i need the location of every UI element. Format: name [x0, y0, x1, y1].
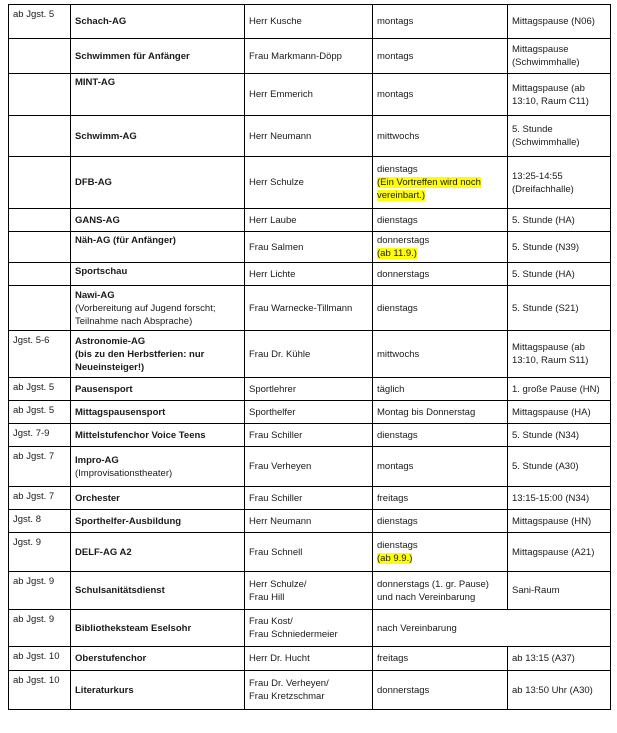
time-place: Mittagspause (HA): [512, 406, 591, 418]
day-line: (ab 11.9.): [377, 248, 417, 259]
grade-cell: ab Jgst. 5: [9, 5, 71, 39]
time-place-cell: [508, 510, 611, 533]
day-cell: [373, 209, 508, 232]
day-line: freitags: [377, 492, 409, 504]
day-note-highlighted: [377, 552, 503, 565]
teacher-name: Frau Schiller: [249, 429, 303, 441]
ag-name: MINT-AG: [75, 77, 116, 88]
teacher-name: Herr Schulze: [249, 177, 304, 188]
time-place-cell: [508, 447, 611, 487]
table-row: [9, 286, 611, 331]
time-place: (Dreifachhalle): [512, 183, 574, 195]
ag-name: Literaturkurs: [75, 684, 134, 696]
ag-name-cell: [71, 610, 245, 647]
teacher-name: Frau Schnell: [249, 546, 303, 558]
day-text: [377, 591, 503, 604]
teacher-cell: [245, 610, 373, 647]
table-row: [9, 39, 611, 74]
ag-name: GANS-AG: [75, 214, 120, 226]
ag-name-cell: [71, 232, 245, 263]
day-line: mittwochs: [377, 130, 420, 142]
time-place-cell: [508, 232, 611, 263]
ag-name-cell: [71, 5, 245, 39]
day-cell: [373, 424, 508, 447]
ag-name-cell: [71, 286, 245, 331]
teacher-cell: [245, 401, 373, 424]
day-line: montags: [377, 16, 414, 27]
time-place-cell: [508, 116, 611, 157]
day-text: [377, 348, 503, 361]
teacher-name: Frau Hill: [249, 591, 285, 603]
table-row: [9, 671, 611, 710]
ag-name-cell: [71, 647, 245, 671]
day-note-highlighted: [377, 189, 503, 202]
teacher-cell: [245, 447, 373, 487]
teacher-cell: [245, 533, 373, 572]
ag-name: Oberstufenchor: [75, 653, 147, 664]
table-row: [9, 533, 611, 572]
teacher-name: Sporthelfer: [249, 406, 296, 418]
time-place: Mittagspause (ab: [512, 342, 585, 353]
teacher-cell: [245, 263, 373, 286]
table-row: [9, 157, 611, 209]
day-line: und nach Vereinbarung: [377, 591, 476, 603]
day-cell: [373, 647, 508, 671]
teacher-cell: [245, 209, 373, 232]
day-cell: [373, 39, 508, 74]
teacher-cell: [245, 157, 373, 209]
ag-name-cell: [71, 424, 245, 447]
ag-name-cell: [71, 116, 245, 157]
ag-name: Nawi-AG: [75, 289, 115, 301]
ag-name-cell: [71, 671, 245, 710]
day-text: [377, 15, 503, 28]
ag-name: Mittagspausensport: [75, 406, 166, 418]
day-text: [377, 652, 503, 665]
ag-name: Bibliotheksteam Eselsohr: [75, 622, 192, 634]
time-place-cell: [508, 209, 611, 232]
table-row: [9, 263, 611, 286]
ag-description: (Vorbereitung auf Jugend forscht;: [75, 302, 216, 314]
grade-cell: [9, 286, 71, 331]
ag-name: DELF-AG A2: [75, 546, 132, 558]
day-text: [377, 50, 503, 63]
ag-name-cell: [71, 447, 245, 487]
time-place: 5. Stunde (HA): [512, 268, 575, 280]
day-line: dienstags: [377, 302, 418, 314]
teacher-cell: [245, 5, 373, 39]
time-place: 5. Stunde (S21): [512, 302, 579, 314]
time-place: 5. Stunde: [512, 124, 553, 135]
table-row: [9, 209, 611, 232]
day-line: freitags: [377, 653, 409, 664]
teacher-name: Frau Markmann-Döpp: [249, 50, 342, 62]
ag-name-note: Neueinsteiger!): [75, 361, 145, 373]
time-place: 1. große Pause (HN): [512, 383, 600, 395]
day-cell: [373, 533, 508, 572]
ag-description: (Improvisationstheater): [75, 467, 173, 479]
table-row: [9, 487, 611, 510]
day-cell: [373, 5, 508, 39]
time-place: Mittagspause: [512, 44, 569, 55]
day-text: [377, 406, 503, 419]
teacher-name: Herr Laube: [249, 214, 297, 226]
day-text: [377, 460, 503, 473]
time-place: 5. Stunde (A30): [512, 461, 579, 472]
time-place: 5. Stunde (N34): [512, 429, 580, 441]
teacher-name: Frau Warnecke-Tillmann: [249, 302, 353, 314]
table-row: [9, 331, 611, 378]
day-cell: [373, 116, 508, 157]
day-text: [377, 429, 503, 442]
time-place: 13:10, Raum S11): [512, 355, 589, 366]
teacher-name: Herr Neumann: [249, 130, 312, 142]
grade-cell: ab Jgst. 5: [9, 378, 71, 401]
ag-table: [8, 4, 611, 710]
teacher-name: Herr Neumann: [249, 515, 312, 527]
time-place: 13:10, Raum C11): [512, 95, 589, 107]
day-cell: [373, 232, 508, 263]
ag-name: Schwimm-AG: [75, 130, 137, 142]
day-cell: [373, 487, 508, 510]
day-text: [377, 130, 503, 143]
day-text: [377, 214, 503, 227]
teacher-cell: [245, 671, 373, 710]
time-place: ab 13:15 (A37): [512, 653, 575, 664]
day-text: [377, 383, 503, 396]
day-line: donnerstags (1. gr. Pause): [377, 578, 489, 590]
teacher-name: Frau Dr. Kühle: [249, 348, 311, 360]
time-place-cell: [508, 647, 611, 671]
day-line: mittwochs: [377, 348, 420, 360]
time-place: 5. Stunde (N39): [512, 241, 580, 253]
day-cell: [373, 331, 508, 378]
teacher-cell: [245, 116, 373, 157]
time-place: ab 13:50 Uhr (A30): [512, 684, 593, 696]
day-cell: [373, 610, 611, 647]
ag-name-cell: [71, 487, 245, 510]
teacher-cell: [245, 487, 373, 510]
grade-cell: ab Jgst. 5: [9, 401, 71, 424]
teacher-name: Frau Verheyen: [249, 461, 312, 472]
teacher-cell: [245, 331, 373, 378]
day-cell: [373, 447, 508, 487]
grade-cell: Jgst. 9: [9, 533, 71, 572]
grade-cell: ab Jgst. 7: [9, 487, 71, 510]
time-place-cell: [508, 5, 611, 39]
teacher-name: Sportlehrer: [249, 383, 296, 395]
day-line: dienstags: [377, 429, 418, 441]
day-line: donnerstags: [377, 268, 430, 280]
table-row: [9, 232, 611, 263]
time-place-cell: [508, 572, 611, 610]
teacher-cell: [245, 232, 373, 263]
ag-name-cell: [71, 533, 245, 572]
teacher-cell: [245, 286, 373, 331]
table-row: [9, 401, 611, 424]
day-cell: [373, 671, 508, 710]
day-text: [377, 539, 503, 552]
teacher-name: Frau Kretzschmar: [249, 691, 325, 702]
time-place-cell: [508, 378, 611, 401]
time-place: (Schwimmhalle): [512, 137, 580, 148]
grade-cell: Jgst. 5-6: [9, 331, 71, 378]
teacher-cell: [245, 572, 373, 610]
time-place: 13:25-14:55: [512, 170, 563, 182]
grade-cell: Jgst. 7-9: [9, 424, 71, 447]
day-text: [377, 622, 606, 635]
teacher-name: Frau Schiller: [249, 492, 303, 504]
ag-name-cell: [71, 263, 245, 286]
ag-name: Impro-AG: [75, 454, 119, 466]
ag-table-body: [9, 5, 611, 710]
ag-name-cell: [71, 74, 245, 116]
day-line: montags: [377, 89, 414, 100]
ag-name-cell: [71, 39, 245, 74]
teacher-name: Herr Dr. Hucht: [249, 653, 310, 664]
table-row: [9, 510, 611, 533]
day-line: täglich: [377, 383, 405, 395]
teacher-name: Frau Dr. Verheyen/: [249, 678, 329, 689]
ag-description: Teilnahme nach Absprache): [75, 315, 193, 327]
ag-name: DFB-AG: [75, 177, 112, 188]
ag-name-note: (bis zu den Herbstferien: nur: [75, 348, 205, 360]
grade-cell: [9, 209, 71, 232]
grade-cell: [9, 263, 71, 286]
grade-cell: ab Jgst. 10: [9, 647, 71, 671]
time-place-cell: [508, 533, 611, 572]
teacher-name: Frau Salmen: [249, 241, 304, 253]
day-text: [377, 268, 503, 281]
grade-cell: ab Jgst. 9: [9, 610, 71, 647]
day-line: Montag bis Donnerstag: [377, 406, 476, 418]
day-line: (ab 9.9.): [377, 553, 413, 564]
day-text: [377, 88, 503, 101]
time-place: Mittagspause (HN): [512, 515, 592, 527]
time-place-cell: [508, 671, 611, 710]
ag-name: Schach-AG: [75, 16, 127, 27]
day-line: dienstags: [377, 540, 418, 551]
ag-name-cell: [71, 157, 245, 209]
teacher-name: Herr Schulze/: [249, 578, 307, 590]
ag-name: Schwimmen für Anfänger: [75, 50, 190, 62]
day-cell: [373, 263, 508, 286]
table-row: [9, 572, 611, 610]
ag-name-cell: [71, 378, 245, 401]
grade-cell: [9, 74, 71, 116]
time-place-cell: [508, 157, 611, 209]
day-text: [377, 234, 503, 247]
ag-name-cell: [71, 572, 245, 610]
teacher-name: Frau Schniedermeier: [249, 629, 338, 640]
teacher-name: Frau Kost/: [249, 616, 293, 627]
time-place: 13:15-15:00 (N34): [512, 492, 590, 504]
day-cell: [373, 572, 508, 610]
time-place-cell: [508, 263, 611, 286]
day-line: dienstags: [377, 164, 418, 175]
teacher-cell: [245, 647, 373, 671]
time-place-cell: [508, 401, 611, 424]
day-line: dienstags: [377, 214, 418, 226]
grade-cell: [9, 157, 71, 209]
day-line: montags: [377, 50, 414, 62]
day-cell: [373, 510, 508, 533]
teacher-name: Herr Lichte: [249, 268, 296, 280]
day-text: [377, 163, 503, 176]
time-place-cell: [508, 39, 611, 74]
teacher-cell: [245, 424, 373, 447]
ag-name-cell: [71, 401, 245, 424]
time-place-cell: [508, 424, 611, 447]
day-note-highlighted: [377, 247, 503, 260]
ag-name-cell: [71, 209, 245, 232]
table-row: [9, 647, 611, 671]
ag-name: Schulsanitätsdienst: [75, 585, 165, 596]
ag-name-cell: [71, 331, 245, 378]
day-cell: [373, 401, 508, 424]
day-cell: [373, 286, 508, 331]
ag-name: Näh-AG (für Anfänger): [75, 235, 176, 246]
table-row: [9, 424, 611, 447]
time-place-cell: [508, 74, 611, 116]
teacher-cell: [245, 378, 373, 401]
ag-name: Astronomie-AG: [75, 335, 146, 347]
grade-cell: ab Jgst. 9: [9, 572, 71, 610]
teacher-cell: [245, 74, 373, 116]
ag-name-cell: [71, 510, 245, 533]
ag-name: Orchester: [75, 492, 120, 504]
day-text: [377, 302, 503, 315]
teacher-cell: [245, 39, 373, 74]
teacher-cell: [245, 510, 373, 533]
ag-name: Sporthelfer-Ausbildung: [75, 515, 182, 527]
day-line: vereinbart.): [377, 190, 426, 201]
teacher-name: Herr Kusche: [249, 16, 302, 27]
day-text: [377, 515, 503, 528]
day-line: nach Vereinbarung: [377, 622, 457, 634]
day-text: [377, 492, 503, 505]
day-line: dienstags: [377, 515, 418, 527]
day-cell: [373, 74, 508, 116]
time-place: Mittagspause (ab: [512, 82, 585, 94]
table-row: [9, 74, 611, 116]
grade-cell: [9, 232, 71, 263]
table-row: [9, 378, 611, 401]
teacher-name: Herr Emmerich: [249, 89, 313, 100]
grade-cell: [9, 39, 71, 74]
grade-cell: ab Jgst. 10: [9, 671, 71, 710]
ag-name: Sportschau: [75, 266, 128, 277]
day-line: donnerstags: [377, 235, 430, 246]
grade-cell: ab Jgst. 7: [9, 447, 71, 487]
day-cell: [373, 157, 508, 209]
table-row: [9, 116, 611, 157]
time-place: Mittagspause (A21): [512, 546, 595, 558]
ag-name: Pausensport: [75, 383, 133, 395]
day-cell: [373, 378, 508, 401]
time-place: Sani-Raum: [512, 585, 560, 596]
time-place-cell: [508, 487, 611, 510]
day-line: donnerstags: [377, 684, 430, 696]
table-row: [9, 610, 611, 647]
ag-name: Mittelstufenchor Voice Teens: [75, 429, 206, 441]
day-line: montags: [377, 461, 414, 472]
table-row: [9, 5, 611, 39]
day-line: (Ein Vortreffen wird noch: [377, 177, 481, 188]
time-place-cell: [508, 331, 611, 378]
time-place: (Schwimmhalle): [512, 57, 580, 68]
table-row: [9, 447, 611, 487]
time-place: Mittagspause (N06): [512, 16, 595, 27]
day-text: [377, 684, 503, 697]
day-note-highlighted: [377, 176, 503, 189]
grade-cell: [9, 116, 71, 157]
time-place: 5. Stunde (HA): [512, 214, 575, 226]
day-text: [377, 578, 503, 591]
grade-cell: Jgst. 8: [9, 510, 71, 533]
time-place-cell: [508, 286, 611, 331]
